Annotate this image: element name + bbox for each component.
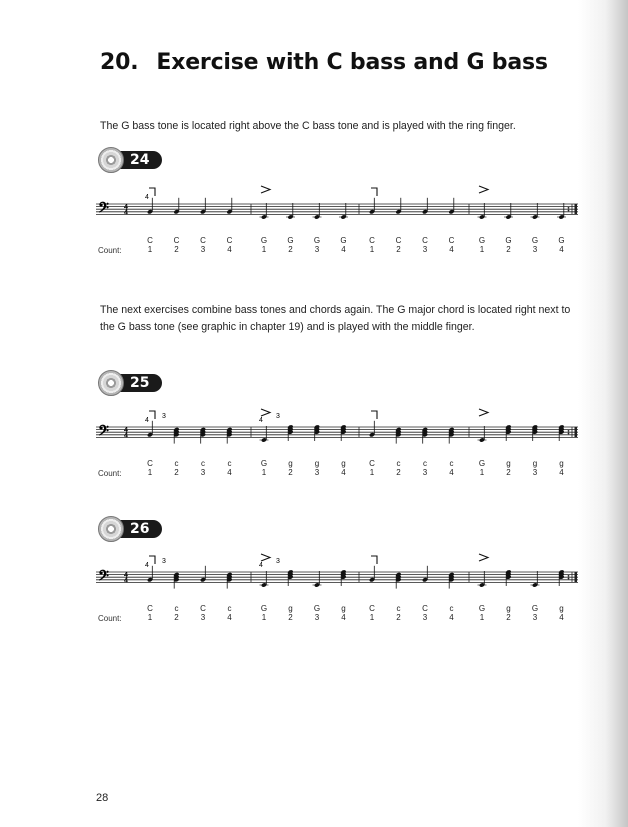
count-number: 1 bbox=[479, 245, 485, 254]
count-label: Count: bbox=[98, 469, 122, 478]
count-number: 2 bbox=[174, 245, 179, 254]
note-letter: g bbox=[506, 459, 511, 468]
note-letter: G bbox=[531, 604, 539, 613]
cd-icon bbox=[98, 516, 124, 542]
time-signature-bottom: 4 bbox=[124, 432, 128, 440]
staff-notation bbox=[96, 405, 586, 465]
count-number: 2 bbox=[174, 468, 179, 477]
note-letter: C bbox=[200, 236, 206, 245]
track-badge-25[interactable] bbox=[98, 370, 164, 396]
note-letter: c bbox=[396, 604, 401, 613]
count-number: 4 bbox=[449, 613, 454, 622]
accent-mark bbox=[261, 554, 270, 561]
repeat-dot bbox=[568, 575, 570, 577]
time-signature-top: 4 bbox=[124, 427, 128, 434]
finger-number: 3 bbox=[162, 413, 166, 420]
accent-mark bbox=[479, 554, 488, 561]
note-letter: G bbox=[340, 236, 347, 245]
note-letter: C bbox=[147, 604, 153, 613]
note-letter: C bbox=[173, 236, 180, 245]
finger-number: 4 bbox=[259, 417, 263, 424]
chapter-title: Exercise with C bass and G bass bbox=[156, 50, 548, 75]
chapter-number: 20. bbox=[100, 50, 139, 75]
note-letter: C bbox=[422, 236, 428, 245]
bass-bracket-mark bbox=[371, 556, 377, 564]
note-letter: C bbox=[200, 604, 206, 613]
finger-number: 4 bbox=[145, 194, 149, 201]
count-number: 4 bbox=[227, 613, 232, 622]
note-letter: g bbox=[341, 604, 346, 613]
note-letter: g bbox=[288, 459, 293, 468]
note-letter: C bbox=[226, 236, 233, 245]
count-number: 2 bbox=[288, 613, 293, 622]
time-signature-top: 4 bbox=[124, 204, 128, 211]
note-letter: c bbox=[449, 459, 454, 468]
track-number: 24 bbox=[130, 152, 150, 168]
count-number: 3 bbox=[532, 468, 538, 477]
count-number: 2 bbox=[288, 468, 293, 477]
count-number: 3 bbox=[200, 468, 206, 477]
staff-notation bbox=[96, 182, 586, 242]
note-letter: G bbox=[558, 236, 565, 245]
count-number: 4 bbox=[449, 468, 454, 477]
cd-icon bbox=[98, 370, 124, 396]
note-letter: C bbox=[369, 236, 375, 245]
note-letter: G bbox=[260, 459, 268, 468]
final-barline-thick bbox=[575, 572, 578, 582]
track-number: 26 bbox=[130, 521, 150, 537]
final-barline-thick bbox=[575, 204, 578, 214]
count-number: 4 bbox=[227, 468, 232, 477]
bass-bracket-mark bbox=[149, 188, 155, 196]
note-letter: G bbox=[260, 604, 268, 613]
cd-icon bbox=[98, 147, 124, 173]
count-number: 1 bbox=[261, 613, 267, 622]
finger-number: 4 bbox=[145, 562, 149, 569]
bass-clef-icon: 𝄢 bbox=[98, 423, 109, 443]
count-number: 2 bbox=[288, 245, 293, 254]
note-letter: g bbox=[506, 604, 511, 613]
finger-number: 4 bbox=[145, 417, 149, 424]
count-label: Count: bbox=[98, 246, 122, 255]
count-number: 1 bbox=[147, 468, 153, 477]
count-number: 1 bbox=[479, 613, 485, 622]
note-letter: G bbox=[313, 236, 321, 245]
count-number: 1 bbox=[479, 468, 485, 477]
note-letter: c bbox=[449, 604, 454, 613]
count-number: 3 bbox=[314, 613, 320, 622]
bass-bracket-mark bbox=[371, 188, 377, 196]
note-letter: c bbox=[423, 459, 427, 468]
page-title bbox=[100, 50, 548, 75]
count-row bbox=[96, 236, 586, 264]
time-signature-bottom: 4 bbox=[124, 209, 128, 217]
intro-paragraph: The G bass tone is located right above the C bass tone and is played with the ring finger. bbox=[100, 120, 516, 132]
chord-paragraph: The next exercises combine bass tones and chords again. The G major chord is located right next to the G bass tone (see graphic in chapter 19) and is played with the middle finger. bbox=[100, 304, 571, 333]
accent-mark bbox=[479, 186, 488, 193]
count-label: Count: bbox=[98, 614, 122, 623]
note-letter: G bbox=[478, 604, 486, 613]
note-letter: C bbox=[395, 236, 402, 245]
note-letter: G bbox=[478, 459, 486, 468]
finger-number: 4 bbox=[259, 562, 263, 569]
bass-bracket-mark bbox=[371, 411, 377, 419]
note-letter: g bbox=[288, 604, 293, 613]
count-number: 1 bbox=[369, 613, 375, 622]
count-number: 3 bbox=[200, 613, 206, 622]
count-number: 1 bbox=[369, 468, 375, 477]
note-letter: g bbox=[314, 459, 320, 468]
count-number: 4 bbox=[341, 245, 346, 254]
count-number: 3 bbox=[532, 613, 538, 622]
note-letter: g bbox=[532, 459, 538, 468]
note-letter: c bbox=[201, 459, 205, 468]
count-number: 4 bbox=[559, 613, 564, 622]
repeat-dot bbox=[568, 207, 570, 209]
repeat-dot bbox=[568, 433, 570, 435]
count-number: 3 bbox=[200, 245, 206, 254]
count-number: 1 bbox=[147, 613, 153, 622]
accent-mark bbox=[261, 186, 270, 193]
count-number: 4 bbox=[559, 468, 564, 477]
track-badge-24[interactable] bbox=[98, 147, 164, 173]
count-number: 2 bbox=[396, 468, 401, 477]
finger-number: 3 bbox=[276, 413, 280, 420]
note-letter: g bbox=[559, 459, 564, 468]
note-letter: c bbox=[174, 604, 179, 613]
count-row bbox=[96, 604, 586, 632]
count-number: 2 bbox=[396, 245, 401, 254]
count-number: 1 bbox=[147, 245, 153, 254]
count-number: 2 bbox=[396, 613, 401, 622]
repeat-dot bbox=[568, 578, 570, 580]
count-number: 2 bbox=[506, 245, 511, 254]
staff-notation bbox=[96, 550, 586, 610]
bass-clef-icon: 𝄢 bbox=[98, 200, 109, 220]
count-number: 2 bbox=[174, 613, 179, 622]
note-letter: c bbox=[227, 604, 232, 613]
note-letter: G bbox=[287, 236, 294, 245]
note-letter: G bbox=[478, 236, 486, 245]
time-signature-bottom: 4 bbox=[124, 577, 128, 585]
track-number: 25 bbox=[130, 375, 150, 391]
note-letter: C bbox=[147, 236, 153, 245]
repeat-dot bbox=[568, 210, 570, 212]
count-number: 3 bbox=[422, 468, 428, 477]
track-badge-26[interactable] bbox=[98, 516, 164, 542]
note-letter: c bbox=[227, 459, 232, 468]
count-number: 1 bbox=[369, 245, 375, 254]
bass-bracket-mark bbox=[149, 411, 155, 419]
count-number: 3 bbox=[314, 245, 320, 254]
count-number: 4 bbox=[559, 245, 564, 254]
count-number: 2 bbox=[506, 468, 511, 477]
note-letter: G bbox=[531, 236, 539, 245]
note-letter: C bbox=[422, 604, 428, 613]
note-letter: g bbox=[559, 604, 564, 613]
note-letter: c bbox=[174, 459, 179, 468]
repeat-dot bbox=[568, 430, 570, 432]
accent-mark bbox=[261, 409, 270, 416]
count-number: 2 bbox=[506, 613, 511, 622]
count-number: 3 bbox=[422, 245, 428, 254]
bass-clef-icon: 𝄢 bbox=[98, 568, 109, 588]
accent-mark bbox=[479, 409, 488, 416]
count-row bbox=[96, 459, 586, 487]
time-signature-top: 4 bbox=[124, 572, 128, 579]
count-number: 4 bbox=[341, 468, 346, 477]
finger-number: 3 bbox=[162, 558, 166, 565]
count-number: 3 bbox=[532, 245, 538, 254]
note-letter: g bbox=[341, 459, 346, 468]
note-letter: C bbox=[369, 459, 375, 468]
note-letter: G bbox=[505, 236, 512, 245]
page-number: 28 bbox=[96, 792, 109, 804]
count-number: 3 bbox=[314, 468, 320, 477]
final-barline-thick bbox=[575, 427, 578, 437]
count-number: 4 bbox=[449, 245, 454, 254]
note-letter: C bbox=[147, 459, 153, 468]
count-number: 4 bbox=[227, 245, 232, 254]
count-number: 3 bbox=[422, 613, 428, 622]
note-letter: c bbox=[396, 459, 401, 468]
bass-bracket-mark bbox=[149, 556, 155, 564]
note-letter: G bbox=[313, 604, 321, 613]
note-letter: C bbox=[448, 236, 455, 245]
count-number: 1 bbox=[261, 468, 267, 477]
note-letter: C bbox=[369, 604, 375, 613]
count-number: 1 bbox=[261, 245, 267, 254]
count-number: 4 bbox=[341, 613, 346, 622]
note-letter: G bbox=[260, 236, 268, 245]
finger-number: 3 bbox=[276, 558, 280, 565]
